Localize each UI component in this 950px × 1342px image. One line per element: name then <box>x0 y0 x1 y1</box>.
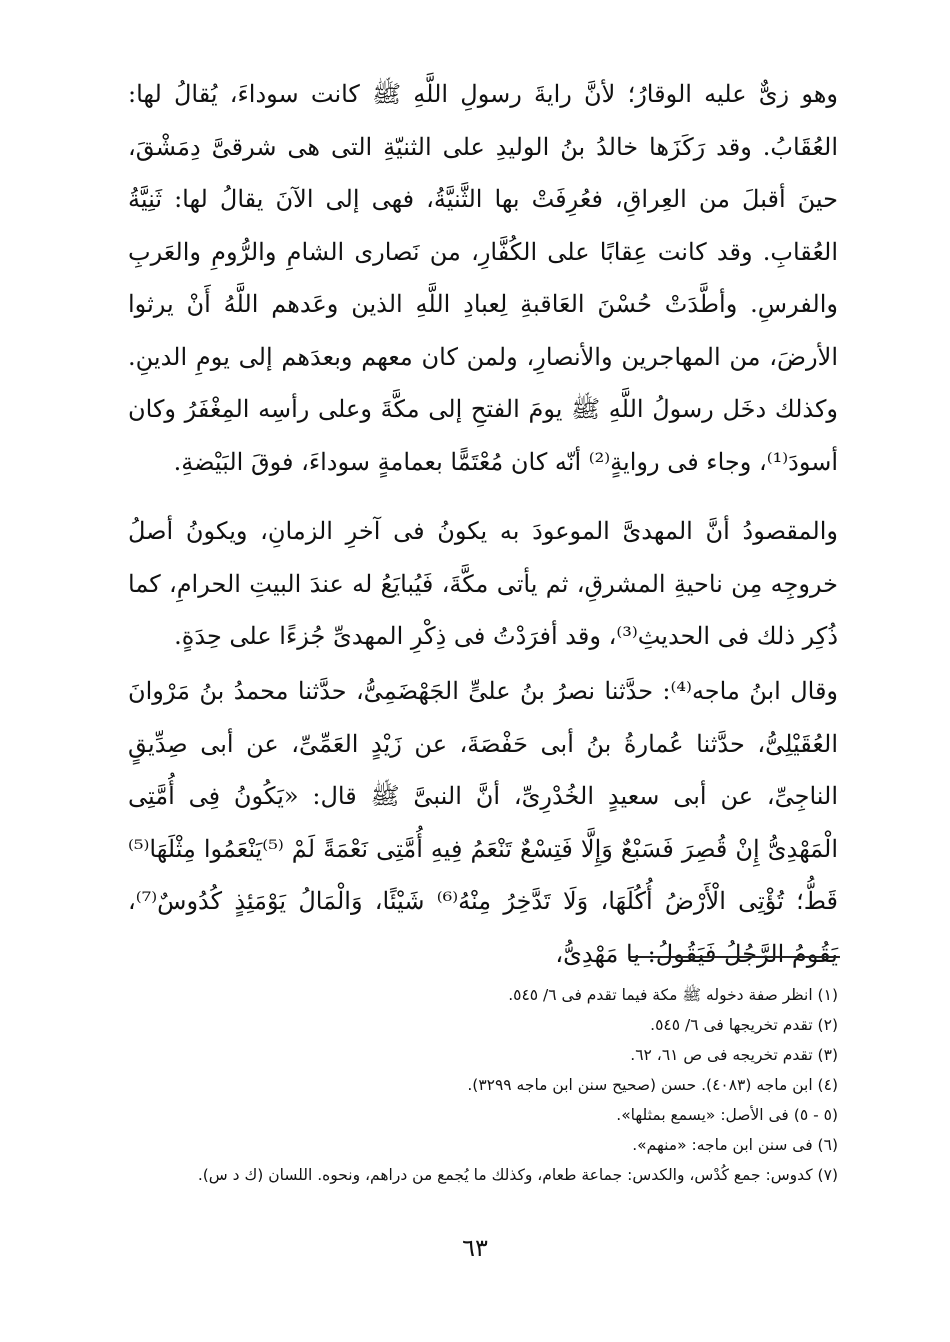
footnote-3: (٣) تقدم تخريجه فى ص ٦١، ٦٢. <box>630 1046 838 1064</box>
footnote-6: (٦) فى سنن ابن ماجه: «منهم». <box>632 1136 838 1154</box>
footnotes-list <box>128 980 838 1190</box>
footnote-7: (٧) كدوس: جمع كُدْس، والكدس: جماعة طعام، وكذلك ما يُجمع من دراهم، ونحوه. اللسان (ك د س). <box>197 1166 838 1184</box>
footnote-4: (٤) ابن ماجه (٤٠٨٣). حسن (صحيح سنن ابن ماجه ٣٢٩٩). <box>467 1076 838 1094</box>
footnote-1: (١) انظر صفة دخوله ﷺ مكة فيما تقدم فى ٦/ ٥٤٥. <box>508 986 838 1004</box>
footnote-separator <box>630 956 840 958</box>
footnote-5: (٥ - ٥) فى الأصل: «يسمع بمثلها». <box>616 1106 838 1124</box>
body-paragraph-1: وهو زىٌّ عليه الوقارُ؛ لأنَّ رايةَ رسولِ اللَّهِ ﷺ كانت سوداءَ، يُقالُ لها: العُقَابُ. وقد رَكَزَها خالدُ بنُ الوليدِ على الثنيّةِ التى هى شرقىَّ دِمَشْقَ، حينَ أقبلَ من العِراقِ، فعُرِفَتْ بها الثَّنيَّةُ، فهى إلى الآنَ يقالُ لها: ثَنِيَّةُ العُقابِ. وقد كانت عِقابًا على الكُفَّارِ، من نَصارى الشامِ والرُّومِ والعَربِ والفرسِ. وأطَّدَتْ حُسْنَ العَاقبةِ لِعبادِ اللَّهِ الذين وعَدهم اللَّهُ أَنْ يرثوا الأرضَ، من المهاجرين والأنصارِ، ولمن كان معهم وبعدَهم إلى يومِ الدينِ. وكذلك دخَل رسولُ اللَّهِ ﷺ يومَ الفتحِ إلى مكَّةَ وعلى رأسِه المِغْفَرُ وكان أسودَ⁽¹⁾، وجاء فى روايةٍ⁽²⁾ أنّه كان مُعْتَمًّا بعمامةٍ سوداءَ، فوقَ البَيْضةِ. <box>128 80 838 476</box>
footnote-2: (٢) تقدم تخريجها فى ٦/ ٥٤٥. <box>650 1016 838 1034</box>
body-paragraph-2: والمقصودُ أنَّ المهدىَّ الموعودَ به يكونُ فى آخرِ الزمانِ، ويكونُ أصلُ خروجِه مِن ناحيةِ المشرقِ، ثم يأتى مكَّةَ، فَيُبايَعُ له عندَ البيتِ الحرامِ، كما ذُكِر ذلك فى الحديثِ⁽³⁾، وقد أفرَدْتُ فى ذِكْرِ المهدىِّ جُزءًا على حِدَةٍ. <box>128 517 838 650</box>
body-paragraph-3: وقال ابنُ ماجه⁽⁴⁾: حدَّثنا نصرُ بنُ علىٍّ الجَهْضَمِىُّ، حدَّثنا محمدُ بنُ مَرْوانَ العُقَيْلِىُّ، حدَّثنا عُمارةُ بنُ أبى حَفْصَةَ، عن زَيْدٍ العَمِّىِّ، عن أبى صِدِّيقٍ الناجِىِّ، عن أبى سعيدٍ الخُدْرِىِّ، أنَّ النبىَّ ﷺ قال: «يَكُونُ فِى أُمَّتِى الْمَهْدِىُّ إِنْ قُصِرَ فَسَبْعٌ وَإِلَّا فَتِسْعٌ تَنْعَمُ فِيهِ أُمَّتِى نَعْمَةً لَمْ ⁽⁵⁾يَنْعَمُوا مِثْلَهَا⁽⁵⁾ قَطُّ؛ تُؤْتِى الْأَرْضُ أُكُلَهَا، وَلَا تَدَّخِرُ مِنْهُ⁽⁶⁾ شَيْئًا، وَالْمَالُ يَوْمَئِذٍ كُدُوسٌ⁽⁷⁾، يَقُومُ الرَّجُلُ فَيَقُولُ: يا مَهْدِىُّ، <box>128 677 839 968</box>
page-number: ٦٣ <box>462 1234 488 1262</box>
